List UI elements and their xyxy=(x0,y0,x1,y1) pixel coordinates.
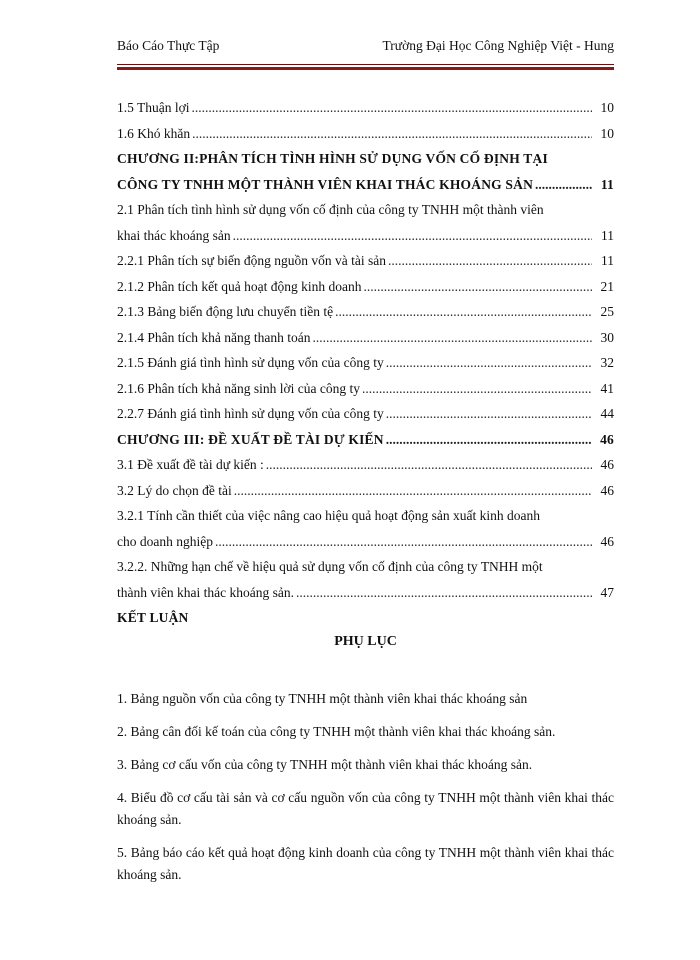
toc-row xyxy=(117,351,614,377)
toc-entry-text: 1.6 Khó khăn xyxy=(117,125,191,141)
appendix-list xyxy=(117,688,614,897)
toc-dot-leader xyxy=(234,483,592,499)
toc-row xyxy=(117,96,614,122)
toc-page-number: 46 xyxy=(600,431,614,447)
toc-page-number: 41 xyxy=(600,380,614,396)
toc-row xyxy=(117,453,614,479)
toc-entry-text: CHƯƠNG III: ĐỀ XUẤT ĐỀ TÀI DỰ KIẾN xyxy=(117,431,384,447)
toc-page-number: 10 xyxy=(600,100,614,115)
toc-row xyxy=(117,479,614,505)
toc-dot-leader xyxy=(215,534,592,550)
header-right-title: Trường Đại Học Công Nghiệp Việt - Hung xyxy=(382,38,614,53)
toc-dot-leader xyxy=(192,100,592,116)
toc-dot-leader xyxy=(233,228,592,244)
toc-dot-leader xyxy=(362,381,592,397)
appendix-item: 3. Bảng cơ cấu vốn của công ty TNHH một thành viên khai thác khoáng sản. xyxy=(117,757,533,772)
toc-dot-leader xyxy=(386,432,592,448)
toc-dot-leader xyxy=(535,177,592,193)
toc-entry-text: 2.1.4 Phân tích khả năng thanh toán xyxy=(117,329,311,345)
header-divider-thick xyxy=(117,67,614,70)
toc-dot-leader xyxy=(312,330,592,346)
toc-row xyxy=(117,300,614,326)
toc-entry-text: 2.1.3 Bảng biến động lưu chuyển tiền tệ xyxy=(117,304,334,319)
toc-row xyxy=(117,428,614,454)
toc-entry-text: 2.1.5 Đánh giá tình hình sử dụng vốn của công ty xyxy=(117,355,384,370)
toc-row xyxy=(117,530,614,556)
header-left-title: Báo Cáo Thực Tập xyxy=(117,38,220,53)
toc-dot-leader xyxy=(192,126,592,142)
toc-entry-text: KẾT LUẬN xyxy=(117,610,189,625)
toc-page-number: 11 xyxy=(601,227,614,243)
toc-dot-leader xyxy=(386,406,592,422)
toc-row xyxy=(117,504,614,530)
toc-row xyxy=(117,122,614,148)
toc-entry-text: CÔNG TY TNHH MỘT THÀNH VIÊN KHAI THÁC KHOÁNG SẢN xyxy=(117,176,534,192)
toc-entry-text: 3.2.1 Tính cần thiết của việc nâng cao hiệu quả hoạt động sản xuất kinh doanh xyxy=(117,508,541,523)
toc-page-number: 47 xyxy=(600,584,614,600)
toc-dot-leader xyxy=(363,279,592,295)
appendix-item: 5. Bảng báo cáo kết quả hoạt động kinh doanh của công ty TNHH một thành viên khai thác khoáng sản. xyxy=(117,845,614,882)
toc-entry-text: cho doanh nghiệp xyxy=(117,533,213,549)
toc-entry-text: 3.2.2. Những hạn chế về hiệu quả sử dụng vốn cố định của công ty TNHH một xyxy=(117,559,543,574)
toc-page-number: 44 xyxy=(600,406,614,421)
toc-row xyxy=(117,147,614,173)
toc-entry-text: 2.2.1 Phân tích sự biến động nguồn vốn và tài sản xyxy=(117,253,387,268)
toc-row xyxy=(117,275,614,301)
toc-row xyxy=(117,249,614,275)
toc-entry-text: 3.1 Đề xuất đề tài dự kiến : xyxy=(117,457,264,472)
toc-entry-text: thành viên khai thác khoáng sản. xyxy=(117,584,294,600)
toc-page-number: 46 xyxy=(600,482,614,498)
toc-page-number: 46 xyxy=(600,457,614,472)
appendix-item: 1. Bảng nguồn vốn của công ty TNHH một thành viên khai thác khoáng sản xyxy=(117,691,528,706)
appendix-title: PHỤ LỤC xyxy=(334,634,397,649)
toc-dot-leader xyxy=(296,585,592,601)
toc-row xyxy=(117,555,614,581)
toc-entry-text: 2.1.6 Phân tích khả năng sinh lời của công ty xyxy=(117,380,360,396)
appendix-item: 4. Biểu đồ cơ cấu tài sản và cơ cấu nguồn vốn của công ty TNHH một thành viên khai thác khoáng sản. xyxy=(117,790,614,827)
toc-page-number: 11 xyxy=(600,176,614,192)
header-divider-thin xyxy=(117,64,614,65)
toc-row xyxy=(117,581,614,607)
toc-entry-text: 2.1.2 Phân tích kết quả hoạt động kinh doanh xyxy=(117,278,362,294)
appendix-item: 2. Bảng cân đối kế toán của công ty TNHH một thành viên khai thác khoáng sản. xyxy=(117,724,556,739)
toc-entry-text: CHƯƠNG II:PHÂN TÍCH TÌNH HÌNH SỬ DỤNG VỐN CỐ ĐỊNH TẠI xyxy=(117,151,548,166)
toc-row xyxy=(117,402,614,428)
toc-page-number: 11 xyxy=(601,253,614,268)
toc-page-number: 30 xyxy=(600,329,614,345)
toc-entry-text: 2.1 Phân tích tình hình sử dụng vốn cố định của công ty TNHH một thành viên xyxy=(117,202,544,217)
toc-row xyxy=(117,198,614,224)
toc-dot-leader xyxy=(335,304,592,320)
toc-row xyxy=(117,326,614,352)
toc-row xyxy=(117,606,614,632)
toc-entry-text: 2.2.7 Đánh giá tình hình sử dụng vốn của công ty xyxy=(117,406,384,421)
toc-page-number: 21 xyxy=(600,278,614,294)
toc-page-number: 10 xyxy=(600,125,614,141)
toc-page-number: 32 xyxy=(600,355,614,370)
toc-row xyxy=(117,377,614,403)
toc-dot-leader xyxy=(266,457,592,473)
toc-row xyxy=(117,224,614,250)
table-of-contents xyxy=(117,96,614,632)
toc-entry-text: khai thác khoáng sản xyxy=(117,227,231,243)
toc-entry-text: 3.2 Lý do chọn đề tài xyxy=(117,482,232,498)
toc-dot-leader xyxy=(388,253,592,269)
toc-page-number: 46 xyxy=(600,533,614,549)
toc-entry-text: 1.5 Thuận lợi xyxy=(117,100,190,115)
toc-dot-leader xyxy=(386,355,592,371)
toc-row xyxy=(117,173,614,199)
toc-page-number: 25 xyxy=(600,304,614,319)
